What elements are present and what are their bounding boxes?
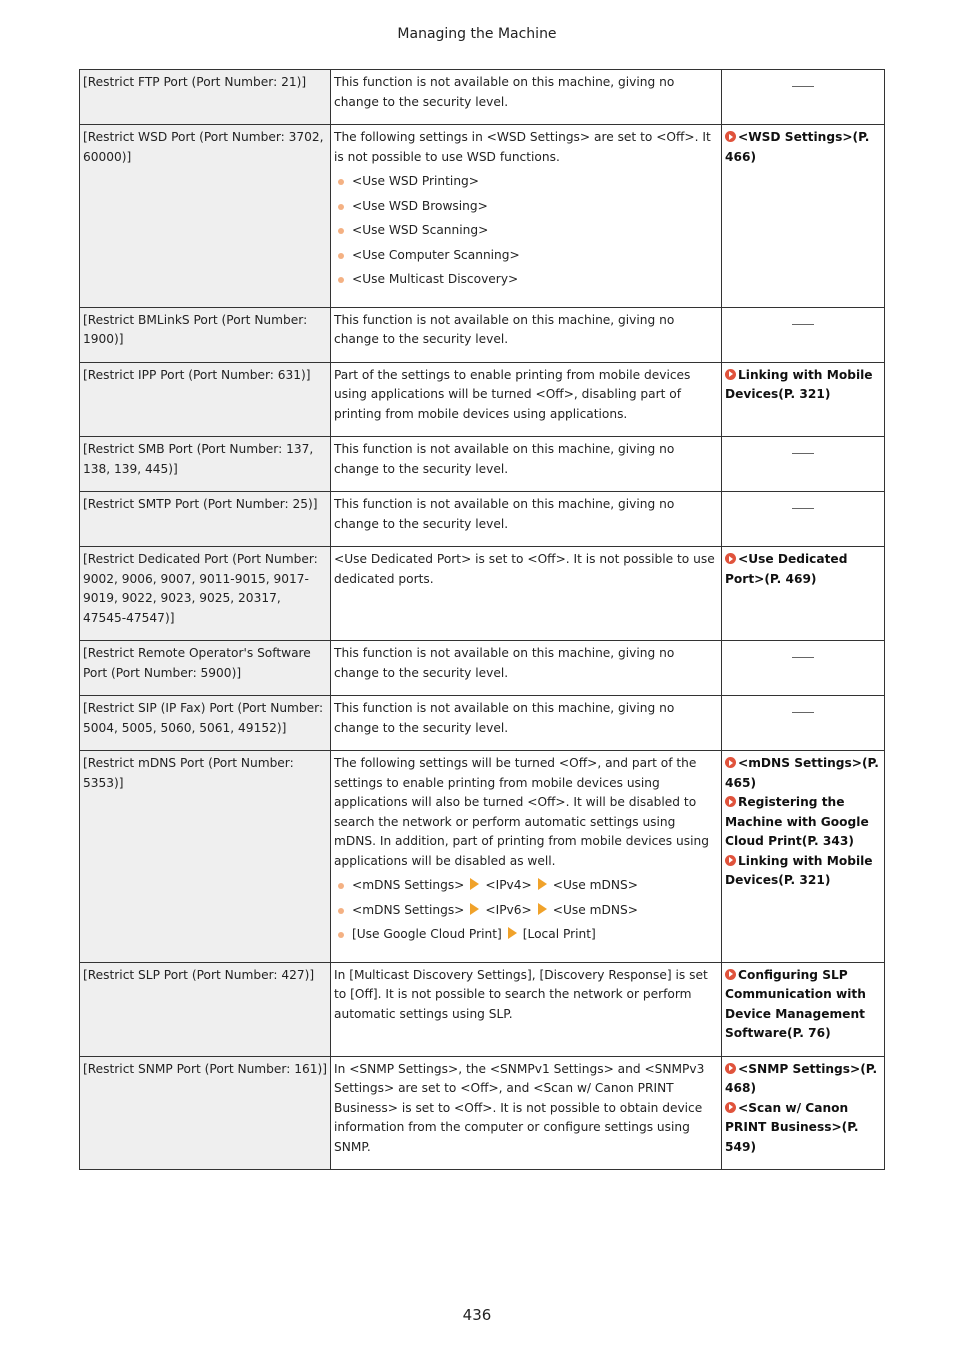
dash-icon [792, 453, 814, 454]
reference-cell [722, 641, 885, 696]
reference-link[interactable] [725, 1099, 881, 1158]
description-text: The following settings in <WSD Settings> are set to <Off>. It is not possible to use WSD functions. [334, 130, 711, 164]
table-row [80, 641, 885, 696]
description-cell [331, 696, 722, 751]
description-text: Part of the settings to enable printing from mobile devices using applications will be turned <Off>, disabling part of printing from mobile devices using applications. [334, 367, 691, 421]
menu-path-item: <Use Multicast Discovery> [352, 272, 519, 286]
setting-cell: [Restrict BMLinkS Port (Port Number: 1900)] [80, 307, 331, 362]
description-cell [331, 70, 722, 125]
reference-link[interactable] [725, 366, 881, 405]
reference-link-text: Linking with Mobile Devices(P. 321) [725, 853, 873, 887]
list-item [334, 901, 718, 921]
description-text: This function is not available on this machine, giving no change to the security level. [334, 701, 675, 735]
dash-icon [792, 324, 814, 325]
description-text: This function is not available on this machine, giving no change to the security level. [334, 646, 675, 680]
table-row [80, 751, 885, 963]
page-number: 436 [462, 1306, 492, 1324]
setting-cell: [Restrict IPP Port (Port Number: 631)] [80, 362, 331, 437]
dash-icon [792, 712, 814, 713]
description-text: In <SNMP Settings>, the <SNMPv1 Settings> and <SNMPv3 Settings> are set to <Off>, and <Scan w/ Canon PRINT Business> is set to <Off>. It is not possible to obtain device information from the computer or configure settings using SNMP. [334, 1061, 705, 1154]
arrow-right-icon [538, 878, 547, 890]
setting-cell: [Restrict mDNS Port (Port Number: 5353)] [80, 751, 331, 963]
link-arrow-icon [725, 369, 736, 380]
description-cell [331, 641, 722, 696]
port-restriction-table [79, 69, 885, 1170]
link-arrow-icon [725, 796, 736, 807]
link-arrow-icon [725, 855, 736, 866]
list-item [334, 925, 718, 945]
reference-link-text: <Use Dedicated Port>(P. 469) [725, 552, 848, 586]
menu-path-item: <mDNS Settings> [352, 878, 465, 892]
description-text: This function is not available on this machine, giving no change to the security level. [334, 312, 675, 346]
link-arrow-icon [725, 969, 736, 980]
menu-path-item: <Use mDNS> [552, 902, 638, 917]
bullet-icon [338, 253, 344, 259]
arrow-right-icon [538, 903, 547, 915]
reference-link-text: Configuring SLP Communication with Device Management Software(P. 76) [725, 967, 866, 1040]
reference-link-text: Registering the Machine with Google Cloud Print(P. 343) [725, 795, 869, 848]
description-cell [331, 307, 722, 362]
link-arrow-icon [725, 757, 736, 768]
link-arrow-icon [725, 1063, 736, 1074]
arrow-right-icon [470, 878, 479, 890]
link-arrow-icon [725, 1102, 736, 1113]
description-text: This function is not available on this machine, giving no change to the security level. [334, 75, 675, 109]
list-item [334, 172, 718, 192]
reference-cell [722, 362, 885, 437]
description-cell [331, 362, 722, 437]
dash-icon [792, 657, 814, 658]
reference-cell [722, 125, 885, 308]
reference-cell [722, 696, 885, 751]
description-text: The following settings will be turned <Off>, and part of the settings to enable printing from mobile devices using applications will also be turned <Off>. It will be disabled to search the network or perform automatic settings using mDNS. In addition, part of printing from mobile devices using applications will be disabled as well. [334, 756, 709, 868]
list-item [334, 876, 718, 896]
dash-icon [792, 86, 814, 87]
description-text: In [Multicast Discovery Settings], [Discovery Response] is set to [Off]. It is not possible to search the network or perform automatic settings using SLP. [334, 967, 708, 1021]
list-item [334, 270, 718, 290]
bullet-icon [338, 179, 344, 185]
menu-path-item: [Use Google Cloud Print] [352, 927, 502, 941]
description-cell [331, 547, 722, 641]
reference-cell [722, 1056, 885, 1170]
table-row [80, 437, 885, 492]
description-text: <Use Dedicated Port> is set to <Off>. It is not possible to use dedicated ports. [334, 552, 715, 586]
reference-link[interactable] [725, 966, 881, 1044]
setting-cell: [Restrict SMTP Port (Port Number: 25)] [80, 492, 331, 547]
table-row [80, 362, 885, 437]
description-cell [331, 1056, 722, 1170]
menu-path-item: <Use WSD Scanning> [352, 223, 489, 237]
menu-path-item: <IPv6> [485, 902, 532, 917]
reference-link[interactable] [725, 128, 881, 167]
table-row [80, 70, 885, 125]
reference-link[interactable] [725, 550, 881, 589]
bullet-icon [338, 204, 344, 210]
menu-path-item: <Use Computer Scanning> [352, 247, 520, 262]
reference-link-text: <mDNS Settings>(P. 465) [725, 756, 879, 790]
description-cell [331, 492, 722, 547]
bullet-icon [338, 883, 344, 889]
reference-cell [722, 962, 885, 1056]
description-text: This function is not available on this machine, giving no change to the security level. [334, 442, 675, 476]
bullet-icon [338, 932, 344, 938]
bullet-list [334, 876, 718, 945]
bullet-icon [338, 908, 344, 914]
menu-path-item: <Use WSD Printing> [352, 174, 479, 188]
description-cell [331, 437, 722, 492]
setting-cell: [Restrict WSD Port (Port Number: 3702, 60000)] [80, 125, 331, 308]
table-row [80, 547, 885, 641]
description-cell [331, 751, 722, 963]
reference-link-text: <WSD Settings>(P. 466) [725, 130, 870, 164]
reference-cell [722, 492, 885, 547]
table-row [80, 492, 885, 547]
reference-link[interactable] [725, 1060, 881, 1099]
dash-icon [792, 508, 814, 509]
table-row [80, 125, 885, 308]
setting-cell: [Restrict SIP (IP Fax) Port (Port Number: 5004, 5005, 5060, 5061, 49152)] [80, 696, 331, 751]
reference-link-text: <SNMP Settings>(P. 468) [725, 1061, 878, 1095]
link-arrow-icon [725, 131, 736, 142]
list-item [334, 197, 718, 217]
setting-cell: [Restrict SNMP Port (Port Number: 161)] [80, 1056, 331, 1170]
setting-cell: [Restrict SLP Port (Port Number: 427)] [80, 962, 331, 1056]
reference-link[interactable] [725, 754, 881, 793]
list-item [334, 246, 718, 266]
reference-cell [722, 70, 885, 125]
description-cell [331, 125, 722, 308]
menu-path-item: <mDNS Settings> [352, 902, 465, 917]
bullet-list [334, 172, 718, 290]
reference-link[interactable] [725, 852, 881, 891]
bullet-icon [338, 228, 344, 234]
table-row [80, 307, 885, 362]
description-cell [331, 962, 722, 1056]
page-header: Managing the Machine [397, 26, 557, 42]
arrow-right-icon [508, 927, 517, 939]
reference-cell [722, 547, 885, 641]
link-arrow-icon [725, 553, 736, 564]
reference-cell [722, 437, 885, 492]
table-row [80, 962, 885, 1056]
reference-link-text: Linking with Mobile Devices(P. 321) [725, 367, 873, 401]
setting-cell: [Restrict SMB Port (Port Number: 137, 138, 139, 445)] [80, 437, 331, 492]
setting-cell: [Restrict Remote Operator's Software Port (Port Number: 5900)] [80, 641, 331, 696]
reference-cell [722, 751, 885, 963]
setting-cell: [Restrict Dedicated Port (Port Number: 9002, 9006, 9007, 9011-9015, 9017-9019, 9022, 9023, 9025, 20317, 47545-47547)] [80, 547, 331, 641]
menu-path-item: <IPv4> [485, 878, 532, 892]
menu-path-item: [Local Print] [522, 927, 596, 941]
description-text: This function is not available on this machine, giving no change to the security level. [334, 497, 675, 531]
reference-link[interactable] [725, 793, 881, 852]
bullet-icon [338, 277, 344, 283]
reference-cell [722, 307, 885, 362]
table-row [80, 1056, 885, 1170]
list-item [334, 221, 718, 241]
table-row [80, 696, 885, 751]
reference-link-text: <Scan w/ Canon PRINT Business>(P. 549) [725, 1100, 859, 1154]
arrow-right-icon [470, 903, 479, 915]
setting-cell: [Restrict FTP Port (Port Number: 21)] [80, 70, 331, 125]
menu-path-item: <Use mDNS> [552, 878, 638, 892]
menu-path-item: <Use WSD Browsing> [352, 198, 488, 213]
